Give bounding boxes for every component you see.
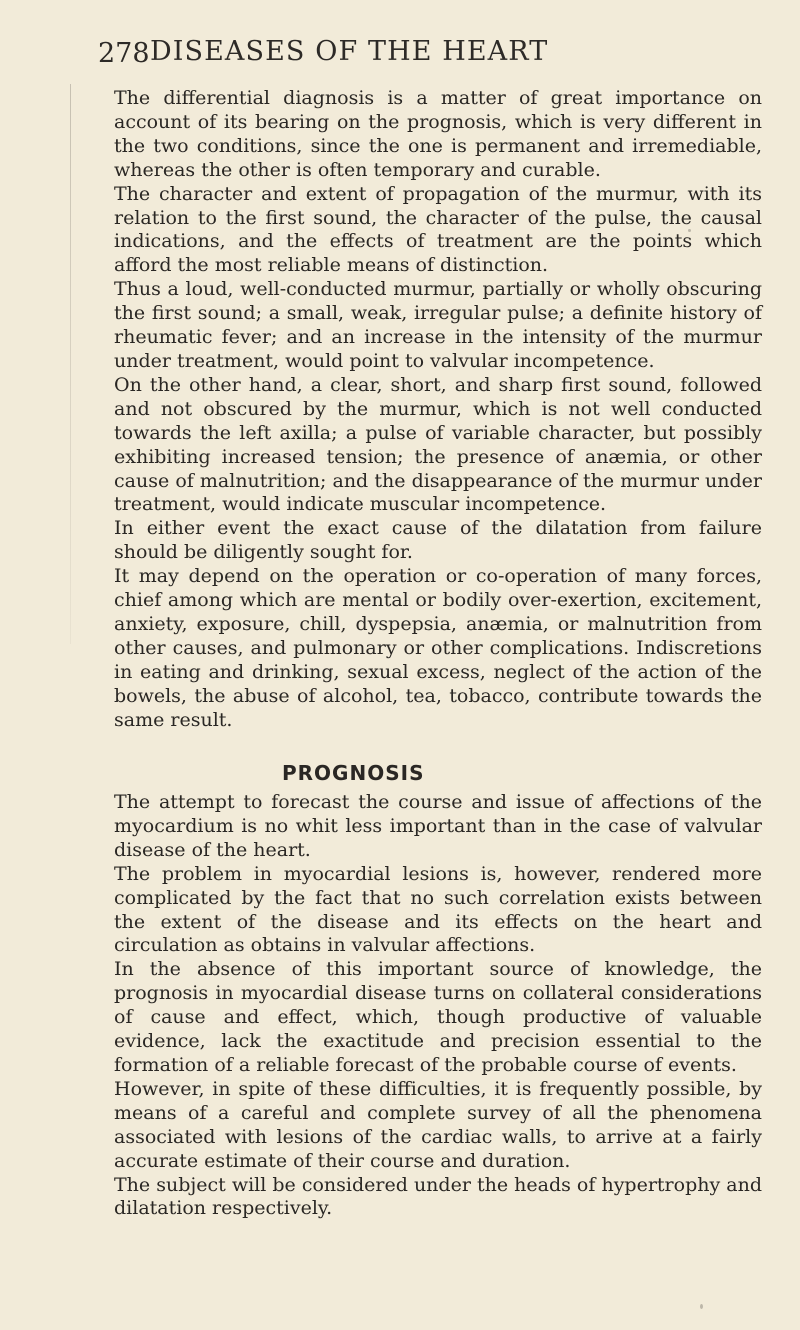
paragraph: The problem in myocardial lesions is, however, rendered more complicated by the fact that no such correlation exists between the extent of the disease and its effects on the heart and circulation as obtains in valvular affections. [114,862,762,957]
paragraph: The attempt to forecast the course and issue of affections of the myocardium is no whit less important than in the case of valvular disease of the heart. [114,791,762,861]
page-margin-shadow [70,84,71,644]
section-heading: PROGNOSIS [282,761,425,785]
print-speck [700,1304,703,1309]
paragraph: Thus a loud, well-conducted murmur, partially or wholly obscuring the first sound; a small, weak, irregular pulse; a definite history of rheumatic fever; and an increase in the intensity of the murmur under treatment, would point to valvular incompetence. [114,278,762,372]
paragraph: In the absence of this important source of knowledge, the prognosis in myocardial disease turns on collateral considerations of cause and effect, which, though productive of valuable evidence, lack the exactitude and precision essential to the formation of a reliable forecast of the probable course of events. [114,958,762,1076]
header-title: DISEASES OF THE HEART [150,36,549,67]
body-text-after-heading [114,791,762,1221]
page-number: 278 [98,38,150,69]
print-speck [688,229,691,232]
body-text-before-heading [114,87,762,732]
paragraph: The character and extent of propagation of the murmur, with its relation to the first sound, the character of the pulse, the causal indications, and the effects of treatment are the points which afford the most reliable means of distinction. [114,182,762,277]
paragraph: In either event the exact cause of the dilatation from failure should be diligently sought for. [114,517,762,564]
paragraph: The subject will be considered under the heads of hypertrophy and dilatation respectively. [114,1173,762,1220]
paragraph: It may depend on the operation or co-operation of many forces, chief among which are mental or bodily over-exertion, excitement, anxiety, exposure, chill, dyspepsia, anæmia, or malnutrition from other causes, and pulmonary or other complications. Indiscretions in eating and drinking, sexual excess, neglect of the action of the bowels, the abuse of alcohol, tea, tobacco, contribute towards the same result. [114,565,762,731]
paragraph: The differential diagnosis is a matter of great importance on account of its bearing on the prognosis, which is very different in the two conditions, since the one is permanent and irremediable, whereas the other is often temporary and curable. [114,87,762,181]
paragraph: However, in spite of these difficulties, it is frequently possible, by means of a careful and complete survey of all the phenomena associated with lesions of the cardiac walls, to arrive at a fairly accurate estimate of their course and duration. [114,1077,762,1172]
paragraph: On the other hand, a clear, short, and sharp first sound, followed and not obscured by the murmur, which is not well conducted towards the left axilla; a pulse of variable character, but possibly exhibiting increased tension; the presence of anæmia, or other cause of malnutrition; and the disappearance of the murmur under treatment, would indicate muscular incompetence. [114,373,762,516]
running-header [98,36,658,70]
